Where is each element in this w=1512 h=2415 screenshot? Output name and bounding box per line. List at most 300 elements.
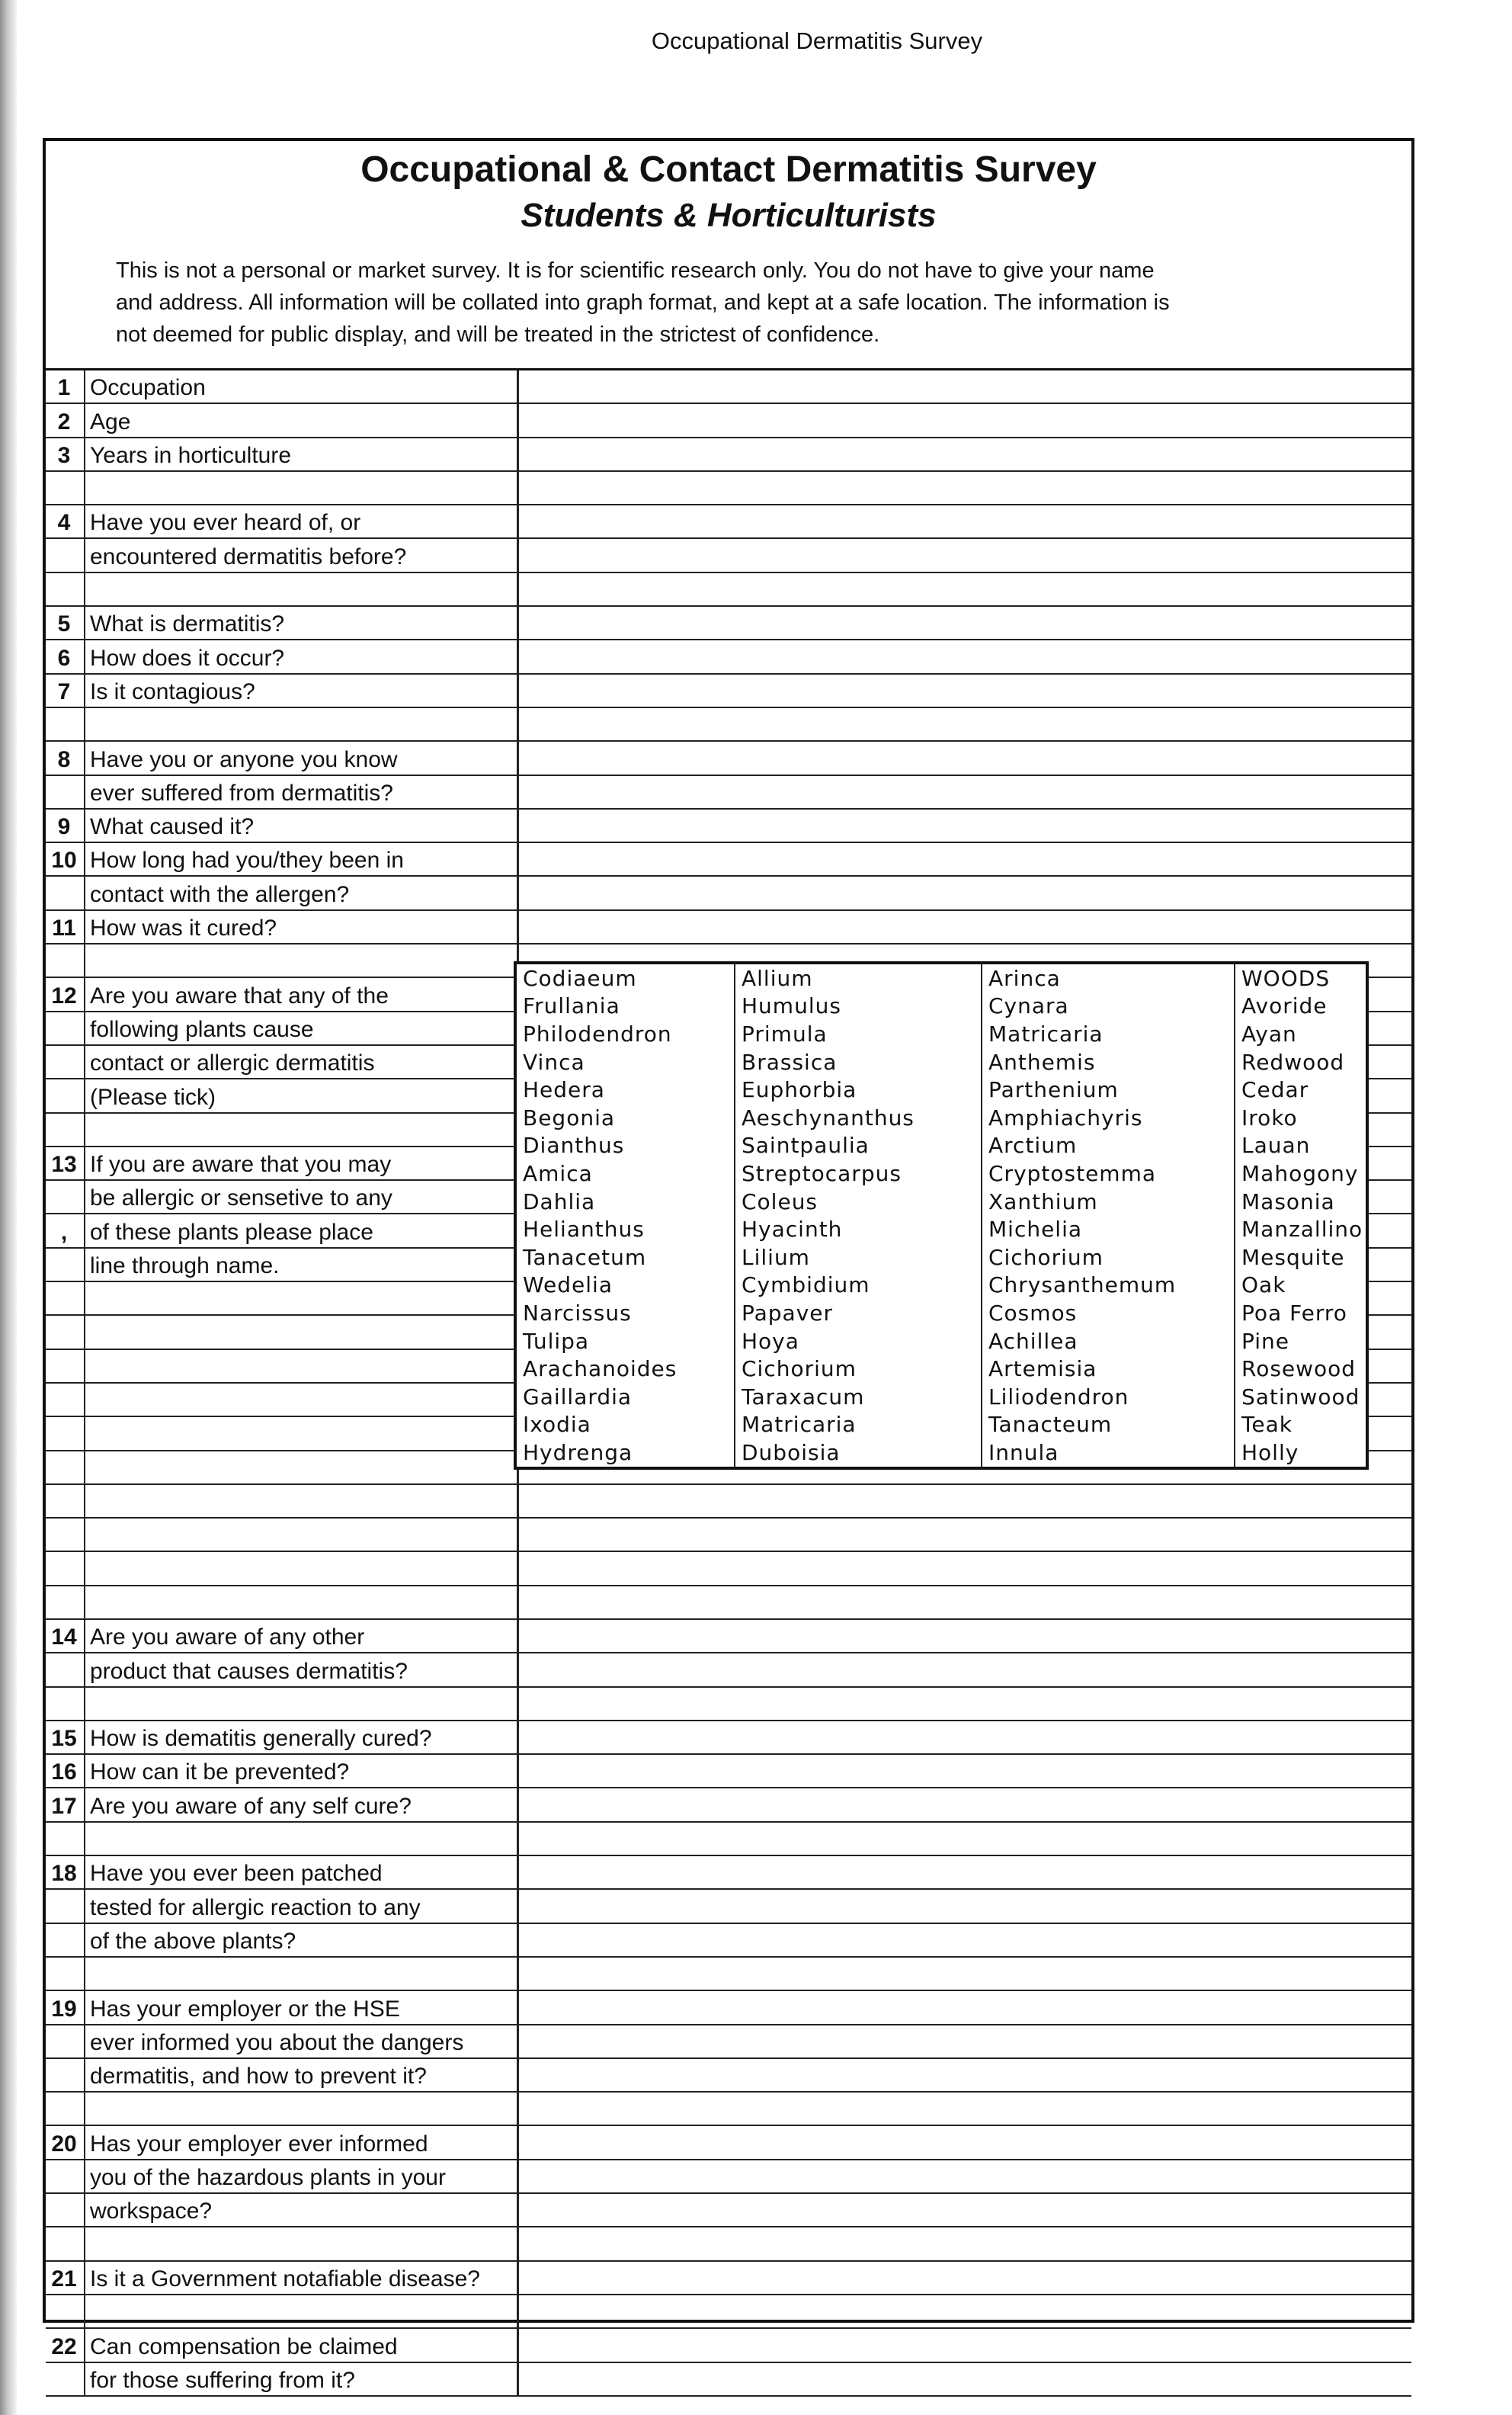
- answer-line[interactable]: [518, 2025, 1412, 2058]
- question-number: [46, 1957, 85, 1990]
- question-row: [46, 1484, 1411, 1518]
- plant-row: [515, 1272, 1367, 1300]
- question-row: [46, 572, 1411, 606]
- question-row: [46, 1721, 1411, 1754]
- plant-name[interactable]: Cryptostemma: [982, 1159, 1235, 1188]
- plant-name[interactable]: Redwood: [1241, 1049, 1345, 1075]
- plant-name[interactable]: Codiaeum: [515, 963, 735, 993]
- question-text: How can it be prevented?: [85, 1754, 518, 1788]
- plant-name[interactable]: Primula: [735, 1020, 982, 1048]
- plant-name[interactable]: Frullania: [515, 993, 735, 1021]
- question-row: [46, 2362, 1411, 2396]
- plant-name[interactable]: Coleus: [735, 1188, 982, 1216]
- question-text: [85, 944, 518, 977]
- question-text: Has your employer or the HSE: [85, 1990, 518, 2024]
- plant-row: [515, 1438, 1367, 1468]
- question-text: [85, 572, 518, 606]
- answer-line[interactable]: [518, 1957, 1412, 1990]
- answer-line[interactable]: [518, 2092, 1412, 2125]
- question-number: [46, 876, 85, 909]
- question-number: [46, 1012, 85, 1045]
- question-number: [46, 1248, 85, 1281]
- question-row: [46, 538, 1411, 572]
- question-text: you of the hazardous plants in your: [85, 2160, 518, 2193]
- answer-line[interactable]: [518, 640, 1412, 673]
- answer-line[interactable]: [518, 2125, 1412, 2159]
- plant-row: [515, 993, 1367, 1021]
- question-text: of the above plants?: [85, 1923, 518, 1957]
- question-text: Can compensation be claimed: [85, 2328, 518, 2362]
- question-row: [46, 2058, 1411, 2092]
- answer-line[interactable]: [518, 809, 1412, 842]
- answer-line[interactable]: [518, 438, 1412, 471]
- plant-name[interactable]: Michelia: [982, 1215, 1235, 1243]
- question-text: [85, 2295, 518, 2328]
- plant-name[interactable]: Begonia: [515, 1104, 735, 1132]
- question-number: [46, 1315, 85, 1349]
- plant-row: [515, 1215, 1367, 1243]
- answer-line[interactable]: [518, 606, 1412, 640]
- plant-name[interactable]: Matricaria: [735, 1411, 982, 1439]
- plant-name[interactable]: Mahogony: [1241, 1160, 1359, 1186]
- plant-name[interactable]: Saintpaulia: [735, 1132, 982, 1160]
- question-number: [46, 1079, 85, 1112]
- answer-line[interactable]: [518, 2227, 1412, 2260]
- question-text: ever informed you about the dangers: [85, 2025, 518, 2058]
- question-number: 10: [46, 842, 85, 876]
- plant-name[interactable]: Allium: [735, 963, 982, 993]
- question-text: contact with the allergen?: [85, 876, 518, 909]
- question-number: [46, 471, 85, 505]
- question-text: Have you ever been patched: [85, 1855, 518, 1889]
- plant-name[interactable]: Cynara: [982, 993, 1235, 1021]
- answer-line[interactable]: [518, 2160, 1412, 2193]
- question-row: [46, 2227, 1411, 2260]
- question-number: [46, 1349, 85, 1383]
- answer-line[interactable]: [518, 2193, 1412, 2227]
- question-number: 6: [46, 640, 85, 673]
- plant-name[interactable]: WOODS: [1241, 965, 1331, 991]
- answer-line[interactable]: [518, 2261, 1412, 2295]
- question-number: [46, 1586, 85, 1619]
- plant-row: [515, 1383, 1367, 1411]
- answer-line[interactable]: [518, 2295, 1412, 2328]
- question-number: [46, 707, 85, 741]
- question-row: [46, 741, 1411, 775]
- answer-line[interactable]: [518, 572, 1412, 606]
- plant-name[interactable]: Gaillardia: [515, 1383, 735, 1411]
- plant-row: [515, 1132, 1367, 1160]
- plant-row: [515, 1020, 1367, 1048]
- question-text: for those suffering from it?: [85, 2362, 518, 2396]
- question-text: product that causes dermatitis?: [85, 1653, 518, 1686]
- plant-name[interactable]: Lauan: [1241, 1133, 1311, 1159]
- question-number: 4: [46, 505, 85, 538]
- question-text: Have you or anyone you know: [85, 741, 518, 775]
- question-number: 13: [46, 1147, 85, 1180]
- question-row: [46, 2328, 1411, 2362]
- question-text: Are you aware of any other: [85, 1619, 518, 1653]
- question-row: [46, 438, 1411, 471]
- answer-line[interactable]: [518, 1721, 1412, 1754]
- plant-name[interactable]: Papaver: [735, 1299, 982, 1327]
- question-text: Occupation: [85, 370, 518, 403]
- plant-name[interactable]: Xanthium: [982, 1188, 1235, 1216]
- plant-row: [515, 1104, 1367, 1132]
- question-text: ever suffered from dermatitis?: [85, 775, 518, 809]
- question-number: [46, 2227, 85, 2260]
- question-number: [46, 2160, 85, 2193]
- plant-name[interactable]: Euphorbia: [735, 1076, 982, 1104]
- question-text: Has your employer ever informed: [85, 2125, 518, 2159]
- question-number: [46, 2058, 85, 2092]
- question-row: [46, 1822, 1411, 1855]
- plant-row: [515, 1243, 1367, 1272]
- question-number: 11: [46, 910, 85, 944]
- question-text: How does it occur?: [85, 640, 518, 673]
- question-text: Have you ever heard of, or: [85, 505, 518, 538]
- plant-name[interactable]: Narcissus: [515, 1299, 735, 1327]
- question-text: [85, 1586, 518, 1619]
- answer-line[interactable]: [518, 1788, 1412, 1821]
- plant-row: [515, 1355, 1367, 1383]
- question-number: 22: [46, 2328, 85, 2362]
- plant-name[interactable]: Arinca: [982, 963, 1235, 993]
- plant-name[interactable]: Aeschynanthus: [735, 1104, 982, 1132]
- plant-name[interactable]: Hoya: [735, 1327, 982, 1355]
- plant-name[interactable]: Anthemis: [982, 1048, 1235, 1076]
- question-text: contact or allergic dermatitis: [85, 1045, 518, 1079]
- plant-row: [515, 963, 1367, 993]
- answer-line[interactable]: [518, 1653, 1412, 1686]
- question-text: [85, 1349, 518, 1383]
- answer-line[interactable]: [518, 505, 1412, 538]
- question-number: [46, 1113, 85, 1147]
- answer-line[interactable]: [518, 876, 1412, 909]
- question-number: 5: [46, 606, 85, 640]
- plant-name[interactable]: Arachanoides: [515, 1355, 735, 1383]
- question-text: [85, 1518, 518, 1551]
- question-text: Is it a Government notafiable disease?: [85, 2261, 518, 2295]
- question-row: [46, 674, 1411, 707]
- plant-name[interactable]: Tanacteum: [982, 1411, 1235, 1439]
- question-text: [85, 1416, 518, 1450]
- plant-name[interactable]: Tanacetum: [515, 1243, 735, 1272]
- plant-name[interactable]: Duboisia: [735, 1438, 982, 1468]
- question-number: 2: [46, 403, 85, 437]
- plant-name[interactable]: Cichorium: [735, 1355, 982, 1383]
- plant-name[interactable]: Innula: [982, 1438, 1235, 1468]
- question-row: [46, 370, 1411, 403]
- question-text: encountered dermatitis before?: [85, 538, 518, 572]
- intro-line: not deemed for public display, and will be treated in the strictest of confidence.: [116, 322, 880, 347]
- plant-name[interactable]: Dahlia: [515, 1188, 735, 1216]
- plant-name[interactable]: Ixodia: [515, 1411, 735, 1439]
- question-row: [46, 2025, 1411, 2058]
- question-text: [85, 2092, 518, 2125]
- answer-line[interactable]: [518, 403, 1412, 437]
- answer-line[interactable]: [518, 471, 1412, 505]
- question-row: [46, 1518, 1411, 1551]
- question-number: [46, 2295, 85, 2328]
- plant-name[interactable]: Hydrenga: [515, 1438, 735, 1468]
- question-text: [85, 1451, 518, 1484]
- question-number: [46, 2025, 85, 2058]
- question-row: [46, 2160, 1411, 2193]
- plant-list-rows: [515, 963, 1367, 1468]
- question-text: [85, 1315, 518, 1349]
- plant-name[interactable]: Avoride: [1241, 993, 1328, 1019]
- plant-name[interactable]: Manzallino: [1241, 1217, 1363, 1243]
- plant-name[interactable]: Helianthus: [515, 1215, 735, 1243]
- plant-name[interactable]: Wedelia: [515, 1272, 735, 1300]
- question-number: [46, 1889, 85, 1923]
- question-number: [46, 1383, 85, 1416]
- question-row: [46, 910, 1411, 944]
- answer-line[interactable]: [518, 1923, 1412, 1957]
- answer-line[interactable]: [518, 1551, 1412, 1585]
- answer-line[interactable]: [518, 1619, 1412, 1653]
- question-number: 19: [46, 1990, 85, 2024]
- question-text: What caused it?: [85, 809, 518, 842]
- question-number: 3: [46, 438, 85, 471]
- running-header: Occupational Dermatitis Survey: [651, 27, 983, 54]
- question-number: [46, 1822, 85, 1855]
- question-row: [46, 1586, 1411, 1619]
- plant-row: [515, 1411, 1367, 1439]
- answer-line[interactable]: [518, 775, 1412, 809]
- plant-name[interactable]: Tulipa: [515, 1327, 735, 1355]
- answer-line[interactable]: [518, 842, 1412, 876]
- question-number: [46, 1923, 85, 1957]
- plant-name[interactable]: Cosmos: [982, 1299, 1235, 1327]
- question-text: Are you aware of any self cure?: [85, 1788, 518, 1821]
- question-text: Is it contagious?: [85, 674, 518, 707]
- answer-line[interactable]: [518, 1484, 1412, 1518]
- question-row: [46, 1653, 1411, 1686]
- answer-line[interactable]: [518, 2328, 1412, 2362]
- question-row: [46, 1619, 1411, 1653]
- title-block: [46, 141, 1411, 368]
- question-text: Are you aware that any of the: [85, 977, 518, 1011]
- question-text: line through name.: [85, 1248, 518, 1281]
- question-row: [46, 606, 1411, 640]
- question-text: [85, 1957, 518, 1990]
- question-number: ,: [46, 1214, 85, 1247]
- plant-name[interactable]: Teak: [1241, 1412, 1293, 1438]
- question-number: 1: [46, 370, 85, 403]
- question-row: [46, 2295, 1411, 2328]
- survey-title: Occupational & Contact Dermatitis Survey: [360, 149, 1097, 190]
- plant-name[interactable]: Masonia: [1241, 1188, 1335, 1214]
- question-text: tested for allergic reaction to any: [85, 1889, 518, 1923]
- plant-name[interactable]: Humulus: [735, 993, 982, 1021]
- survey-subtitle: Students & Horticulturists: [521, 197, 937, 234]
- plant-row: [515, 1299, 1367, 1327]
- question-number: [46, 1451, 85, 1484]
- question-number: 20: [46, 2125, 85, 2159]
- question-row: [46, 1687, 1411, 1721]
- plant-name[interactable]: Parthenium: [982, 1076, 1235, 1104]
- question-row: [46, 505, 1411, 538]
- answer-line[interactable]: [518, 370, 1412, 403]
- plant-name[interactable]: Ayan: [1241, 1021, 1297, 1047]
- question-number: [46, 2362, 85, 2396]
- plant-name[interactable]: Mesquite: [1241, 1244, 1345, 1270]
- question-text: Age: [85, 403, 518, 437]
- answer-line[interactable]: [518, 1990, 1412, 2024]
- question-number: [46, 1281, 85, 1315]
- intro-line: and address. All information will be collated into graph format, and kept at a safe location. The information is: [116, 290, 1170, 315]
- question-number: 9: [46, 809, 85, 842]
- plant-name[interactable]: Arctium: [982, 1132, 1235, 1160]
- question-text: If you are aware that you may: [85, 1147, 518, 1180]
- question-number: [46, 1687, 85, 1721]
- question-number: 12: [46, 977, 85, 1011]
- plant-name[interactable]: Dianthus: [515, 1132, 735, 1160]
- question-text: [85, 1551, 518, 1585]
- question-row: [46, 809, 1411, 842]
- question-text: Years in horticulture: [85, 438, 518, 471]
- question-text: [85, 1113, 518, 1147]
- plant-name[interactable]: Liliodendron: [982, 1383, 1235, 1411]
- question-row: [46, 1957, 1411, 1990]
- answer-line[interactable]: [518, 1586, 1412, 1619]
- answer-line[interactable]: [518, 707, 1412, 741]
- question-number: [46, 538, 85, 572]
- question-row: [46, 1551, 1411, 1585]
- plant-row: [515, 1159, 1367, 1188]
- question-text: be allergic or sensetive to any: [85, 1180, 518, 1214]
- answer-line[interactable]: [518, 2058, 1412, 2092]
- answer-line[interactable]: [518, 1855, 1412, 1889]
- question-number: 8: [46, 741, 85, 775]
- plant-name[interactable]: Amica: [515, 1159, 735, 1188]
- question-row: [46, 471, 1411, 505]
- question-row: [46, 2193, 1411, 2227]
- question-text: How is dematitis generally cured?: [85, 1721, 518, 1754]
- question-number: [46, 1551, 85, 1585]
- intro-paragraph: [116, 255, 1366, 351]
- question-number: [46, 1180, 85, 1214]
- answer-line[interactable]: [518, 741, 1412, 775]
- answer-line[interactable]: [518, 538, 1412, 572]
- plant-row: [515, 1076, 1367, 1104]
- answer-line[interactable]: [518, 1687, 1412, 1721]
- question-text: following plants cause: [85, 1012, 518, 1045]
- plant-row: [515, 1048, 1367, 1076]
- plant-name[interactable]: Amphiachyris: [982, 1104, 1235, 1132]
- plant-name[interactable]: Artemisia: [982, 1355, 1235, 1383]
- question-text: [85, 1822, 518, 1855]
- plant-name[interactable]: Pine: [1241, 1328, 1290, 1354]
- plant-name[interactable]: Oak: [1241, 1272, 1286, 1298]
- question-row: [46, 640, 1411, 673]
- plant-name[interactable]: Rosewood: [1241, 1356, 1357, 1382]
- question-number: [46, 1653, 85, 1686]
- question-number: [46, 2193, 85, 2227]
- question-row: [46, 2125, 1411, 2159]
- plant-name[interactable]: Vinca: [515, 1048, 735, 1076]
- question-text: (Please tick): [85, 1079, 518, 1112]
- plant-name[interactable]: Hedera: [515, 1076, 735, 1104]
- question-number: 16: [46, 1754, 85, 1788]
- question-number: [46, 1484, 85, 1518]
- question-row: [46, 775, 1411, 809]
- plant-name[interactable]: Satinwood: [1241, 1384, 1360, 1410]
- answer-line[interactable]: [518, 910, 1412, 944]
- answer-line[interactable]: [518, 1889, 1412, 1923]
- question-text: What is dermatitis?: [85, 606, 518, 640]
- plant-row: [515, 1327, 1367, 1355]
- plant-name[interactable]: Chrysanthemum: [982, 1272, 1235, 1300]
- question-row: [46, 707, 1411, 741]
- question-number: 21: [46, 2261, 85, 2295]
- plant-name[interactable]: Poa Ferro: [1241, 1300, 1347, 1326]
- question-row: [46, 403, 1411, 437]
- question-row: [46, 1923, 1411, 1957]
- answer-line[interactable]: [518, 1754, 1412, 1788]
- plant-name[interactable]: Streptocarpus: [735, 1159, 982, 1188]
- answer-line[interactable]: [518, 1822, 1412, 1855]
- plant-name[interactable]: Hyacinth: [735, 1215, 982, 1243]
- plant-list-table: [514, 961, 1369, 1470]
- answer-line[interactable]: [518, 674, 1412, 707]
- question-row: [46, 1889, 1411, 1923]
- question-row: [46, 1990, 1411, 2024]
- plant-name[interactable]: Philodendron: [515, 1020, 735, 1048]
- plant-row: [515, 1188, 1367, 1216]
- question-number: [46, 944, 85, 977]
- question-text: [85, 707, 518, 741]
- plant-name[interactable]: Achillea: [982, 1327, 1235, 1355]
- question-row: [46, 1788, 1411, 1821]
- question-row: [46, 842, 1411, 876]
- question-row: [46, 1855, 1411, 1889]
- plant-name[interactable]: Cichorium: [982, 1243, 1235, 1272]
- plant-name[interactable]: Matricaria: [982, 1020, 1235, 1048]
- question-text: [85, 1383, 518, 1416]
- question-row: [46, 876, 1411, 909]
- question-number: 15: [46, 1721, 85, 1754]
- question-number: [46, 1518, 85, 1551]
- answer-line[interactable]: [518, 2362, 1412, 2396]
- question-number: [46, 572, 85, 606]
- plant-name[interactable]: Cedar: [1241, 1077, 1309, 1103]
- question-number: 7: [46, 674, 85, 707]
- plant-name[interactable]: Brassica: [735, 1048, 982, 1076]
- question-number: [46, 2092, 85, 2125]
- question-row: [46, 2261, 1411, 2295]
- question-text: How was it cured?: [85, 910, 518, 944]
- question-row: [46, 1754, 1411, 1788]
- question-number: [46, 1416, 85, 1450]
- page-binding-edge: [0, 0, 17, 2415]
- question-number: 14: [46, 1619, 85, 1653]
- plant-name[interactable]: Cymbidium: [735, 1272, 982, 1300]
- plant-name[interactable]: Taraxacum: [735, 1383, 982, 1411]
- question-text: [85, 2227, 518, 2260]
- plant-name[interactable]: Iroko: [1241, 1105, 1298, 1131]
- question-text: of these plants please place: [85, 1214, 518, 1247]
- plant-name[interactable]: Lilium: [735, 1243, 982, 1272]
- question-text: workspace?: [85, 2193, 518, 2227]
- question-number: 17: [46, 1788, 85, 1821]
- intro-line: This is not a personal or market survey. It is for scientific research only. You do not have to give your name: [116, 258, 1155, 283]
- question-text: dermatitis, and how to prevent it?: [85, 2058, 518, 2092]
- answer-line[interactable]: [518, 1518, 1412, 1551]
- plant-name[interactable]: Holly: [1241, 1439, 1299, 1465]
